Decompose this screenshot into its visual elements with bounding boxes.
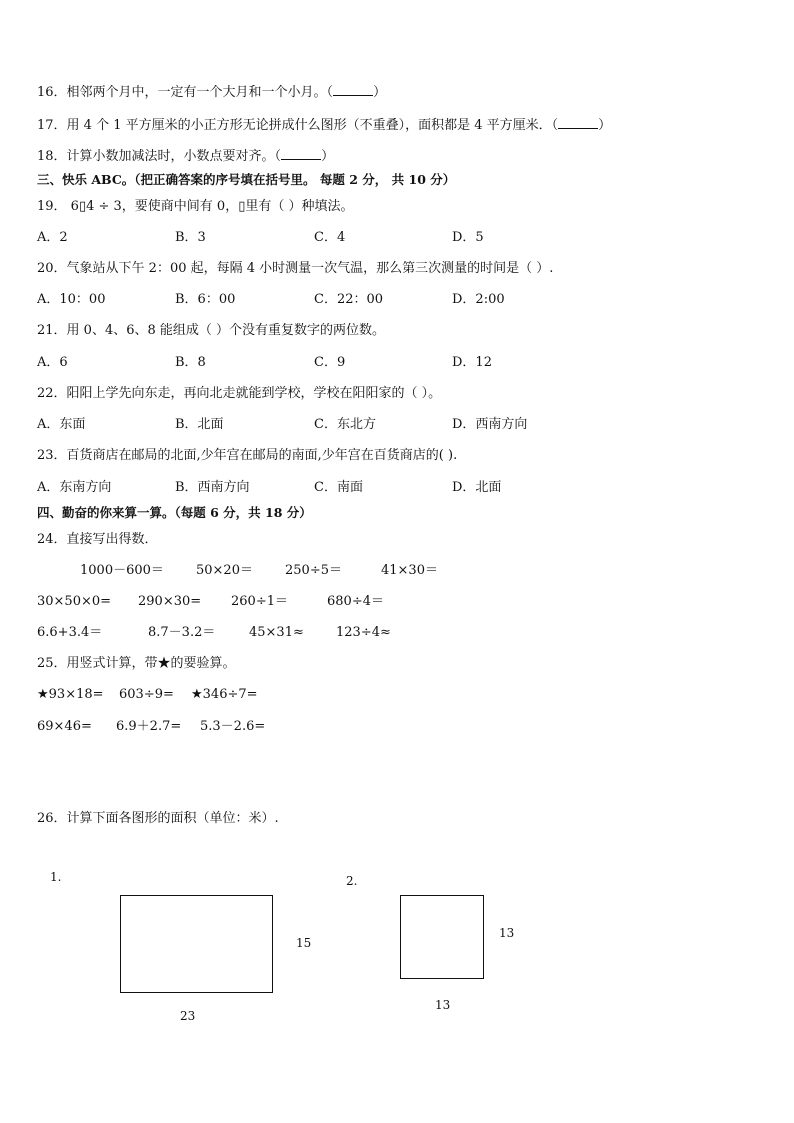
question-17 [37,116,611,134]
question-text: 相邻两个月中，一定有一个大月和一个小月。（ [66,85,334,100]
calc-item: 30×50×0= [37,594,112,609]
question-24-stem: 24．直接写出得数． [37,532,158,547]
calc-item: 41×30＝ [381,563,438,578]
question-26-stem: 26．计算下面各图形的面积（单位：米）. [37,811,279,826]
option-c[interactable]: C．东北方 [314,417,376,432]
option-a[interactable]: A．东南方向 [37,480,112,495]
calc-item: 1000－600＝ [80,563,164,578]
option-b[interactable]: B．3 [175,230,206,245]
question-19-stem: 19． 6▯4 ÷ 3，要使商中间有 0，▯里有（ ）种填法。 [37,199,354,214]
calc-item: ★93×18= [37,687,104,702]
section-4-heading: 四、勤奋的你来算一算。（每题 6 分，共 18 分） [37,505,312,520]
calc-item: ★346÷7= [191,687,258,702]
question-22-stem: 22．阳阳上学先向东走，再向北走就能到学校，学校在阳阳家的（ ）。 [37,386,442,401]
question-text-end: ） [598,118,612,133]
answer-blank[interactable] [333,83,373,96]
question-18 [37,147,334,165]
calc-item: 290×30= [138,594,202,609]
option-d[interactable]: D．北面 [452,480,502,495]
option-b[interactable]: B．北面 [175,417,224,432]
section-3-heading: 三、快乐 ABC。（把正确答案的序号填在括号里。 每题 2 分， 共 10 分） [37,172,456,187]
option-a[interactable]: A．10：00 [37,292,106,307]
figure-1-rectangle [120,895,273,993]
question-number: 17． [37,118,67,133]
question-text-end: ） [373,85,387,100]
option-c[interactable]: C．4 [314,230,346,245]
question-16 [37,83,386,101]
option-c[interactable]: C．22：00 [314,292,384,307]
question-text-end: ） [321,149,335,164]
figure-1-label: 1. [50,870,62,884]
option-c[interactable]: C．9 [314,355,346,370]
option-c[interactable]: C．南面 [314,480,363,495]
question-number: 18． [37,149,67,164]
option-a[interactable]: A．2 [37,230,68,245]
figure-2-side-length: 13 [499,926,515,940]
figure-2-square [400,895,484,979]
answer-blank[interactable] [558,116,598,129]
question-20-stem: 20．气象站从下午 2：00 起，每隔 4 小时测量一次气温，那么第三次测量的时间是（ ）. [37,261,554,276]
figure-2-label: 2. [346,874,358,888]
calc-item: 250÷5＝ [285,563,342,578]
question-25-stem: 25．用竖式计算，带★的要验算。 [37,656,236,671]
option-d[interactable]: D．西南方向 [452,417,528,432]
question-text: 计算小数加减法时，小数点要对齐。（ [66,149,282,164]
figure-1-bottom-length: 23 [180,1009,196,1023]
option-a[interactable]: A．6 [37,355,68,370]
figure-2-bottom-length: 13 [435,998,451,1012]
question-23-stem: 23．百货商店在邮局的北面,少年宫在邮局的南面,少年宫在百货商店的( ). [37,448,458,463]
calc-item: 6.9＋2.7= [116,719,182,734]
option-d[interactable]: D．2:00 [452,292,505,307]
calc-item: 5.3－2.6= [200,719,266,734]
calc-item: 603÷9= [119,687,174,702]
option-b[interactable]: B．8 [175,355,206,370]
calc-item: 69×46= [37,719,92,734]
calc-item: 260÷1＝ [231,594,288,609]
option-d[interactable]: D．5 [452,230,484,245]
calc-item: 680÷4＝ [327,594,384,609]
option-b[interactable]: B．西南方向 [175,480,250,495]
question-number: 16． [37,85,67,100]
option-d[interactable]: D．12 [452,355,492,370]
option-a[interactable]: A．东面 [37,417,86,432]
calc-item: 45×31≈ [249,625,304,640]
option-b[interactable]: B．6：00 [175,292,236,307]
answer-blank[interactable] [281,147,321,160]
calc-item: 6.6+3.4＝ [37,625,103,640]
question-text: 用 4 个 1 平方厘米的小正方形无论拼成什么图形（不重叠），面积都是 4 平方厘米．（ [66,118,559,133]
figure-1-side-length: 15 [296,936,312,950]
question-21-stem: 21．用 0、4、6、8 能组成（ ）个没有重复数字的两位数。 [37,323,386,338]
calc-item: 50×20＝ [196,563,253,578]
calc-item: 123÷4≈ [336,625,391,640]
calc-item: 8.7－3.2＝ [148,625,216,640]
